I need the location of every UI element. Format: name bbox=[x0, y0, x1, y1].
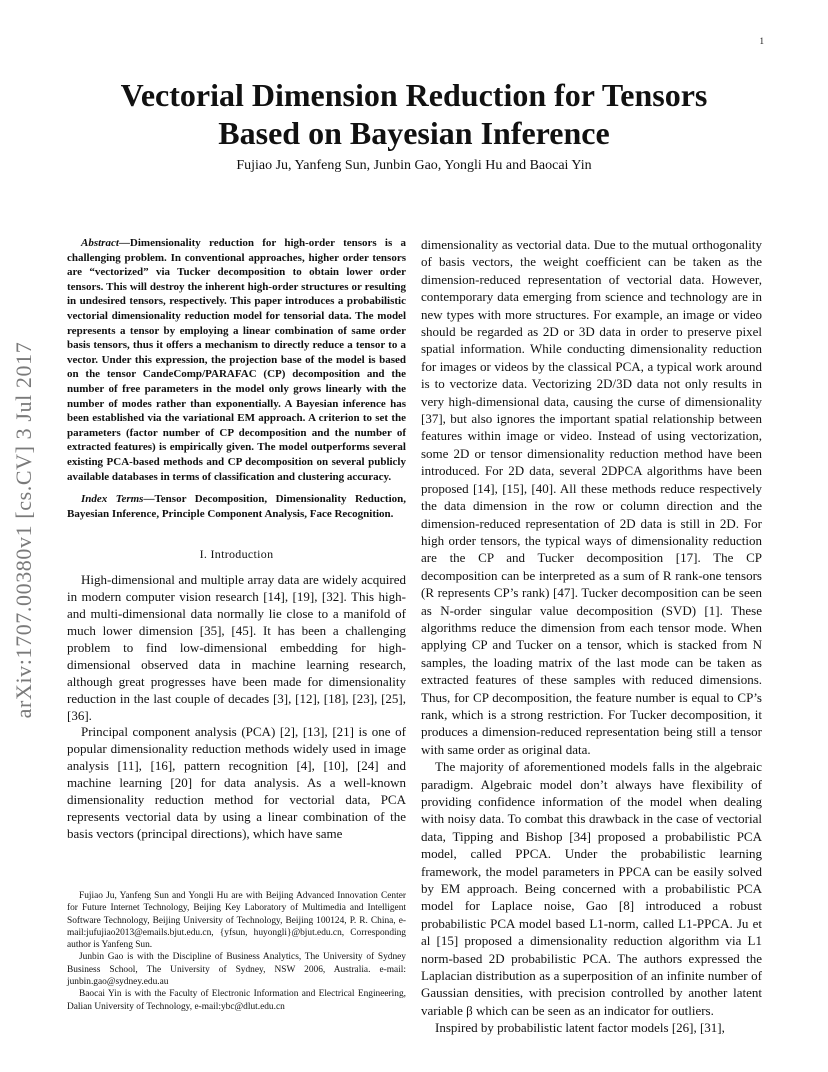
right-paragraph-2: The majority of aforementioned models falls in the algebraic paradigm. Algebraic model don’t always have flexibility of providing confidence information of the model when dealing with noisy data. To combat this drawback in the case of vectorial data, Tipping and Bishop [34] proposed a probabilistic PCA model, called PPCA. Under the probabilistic learning framework, the model parameters in PPCA can be easily solved by EM approach. Being concerned with a probabilistic PCA model for Laplace noise, Gao [8] introduced a robust probabilistic PCA model based L1-norm, called L1-PPCA. Ju et al [15] proposed a dimensionality reduction algorithm via L1 norm-based 2D probabilistic PCA. The authors expressed the Laplacian distribution as a superposition of an infinite number of Gaussian densities, with precision controlled by another latent variable β which can be seen as an indicator for outliers. bbox=[421, 759, 762, 1018]
abstract-text: —Dimensionality reduction for high-order tensors is a challenging problem. In conventional approaches, higher order tensors are “vectorized” via Tucker decomposition to obtain lower order tensors. This will destroy the inherent high-order structures or resulting in undesired tensors, respectively. This paper introduces a probabilistic vectorial dimensionality reduction model for tensorial data. The model represents a tensor by employing a linear combination of same order basis tensors, thus it offers a mechanism to directly reduce a tensor to a vector. Under this expression, the projection base of the model is based on the tensor CandeComp/PARAFAC (CP) decomposition and the number of free parameters in the model only grows linearly with the number of modes rather than exponentially. A Bayesian inference has been established via the variational EM approach. A criterion to set the parameters (factor number of CP decomposition and the number of extracted features) is empirically given. The model outperforms several existing PCA-based methods and CP decomposition on several publicly available databases in terms of classification and clustering accuracy. bbox=[67, 237, 406, 483]
abstract-label: Abstract bbox=[81, 237, 119, 249]
intro-paragraph-1: High-dimensional and multiple array data are widely acquired in modern computer vision research [14], [19], [32]. This high- and multi-dimensional data normally lie close to a manifold of much lower dimension [35], [45]. It has been a challenging problem to find low-dimensional embedding for high-dimensional observed data in machine learning research, although great progresses have been made for dimensionality reduction in the last couple of decades [3], [12], [18], [23], [25], [36]. bbox=[67, 572, 406, 723]
abstract bbox=[67, 236, 406, 484]
index-terms-label: Index Terms bbox=[81, 493, 144, 506]
right-paragraph-3: Inspired by probabilistic latent factor models [26], [31], bbox=[435, 1020, 725, 1036]
arxiv-stamp-text: arXiv:1707.00380v1 [cs.CV] 3 Jul 2017 bbox=[11, 341, 36, 719]
paper-title-line-1: Vectorial Dimension Reduction for Tensors bbox=[120, 77, 708, 113]
arxiv-stamp bbox=[4, 300, 44, 760]
footnotes bbox=[67, 890, 406, 1013]
page-number: 1 bbox=[759, 36, 764, 46]
index-terms bbox=[67, 492, 406, 521]
footnote-affiliation-2: Junbin Gao is with the Discipline of Business Analytics, The University of Sydney Business School, The University of Sydney, NSW 2006, Australia. e-mail: junbin.gao@sydney.edu.au bbox=[67, 952, 406, 988]
index-terms-text: —Tensor Decomposition, Dimensionality Reduction, Bayesian Inference, Principle Component Analysis, Face Recognition. bbox=[67, 493, 406, 520]
left-column bbox=[67, 236, 406, 843]
authors: Fujiao Ju, Yanfeng Sun, Junbin Gao, Yongli Hu and Baocai Yin bbox=[236, 158, 592, 173]
right-paragraph-1: dimensionality as vectorial data. Due to the mutual orthogonality of basis vectors, the weight coefficient can be taken as the dimension-reduced representation of vectorial data. However, contemporary data emerging from science and technology are in new types with more structures. For example, an image or video should be regarded as 2D or 3D data in order to preserve pixel spatial information. While conducting dimensionality reduction for images or videos by the classical PCA, a typical work around is to vectorize data. Vectorizing 2D/3D data not only results in very high-dimensional data, causing the curse of dimensionality [37], but also ignores the important spatial relationship between features within image or video. Instead of using vectorization, some 2D or tensor dimensionality reduction method have been introduced. For 2D data, several 2DPCA algorithms have been proposed [14], [15], [40]. All these methods reduce respectively the data dimension in the row or column direction and the dimension-reduced representation of 2D data is still in 2D. For high order tensors, the typical ways of dimensionality reduction are the CP and Tucker decomposition [17]. The CP decomposition can be interpreted as a sum of R rank-one tensors (R represents CP’s rank) [47]. Tucker decomposition can be seen as N-order singular value decomposition (SVD) [1]. These algorithms reduce the dimension from each tensor mode. When applying CP and Tucker on a tensor, which is stacked from N samples, the loading matrix of the last mode can be taken as extracted features of these samples with reduced dimensions. Thus, for CP decomposition, the feature number is equal to CP’s rank, which is a strong restriction. For Tucker decomposition, it produces a dimension-reduced representation being still a tensor with same order as original data. bbox=[421, 237, 762, 757]
right-column bbox=[421, 236, 762, 1037]
intro-paragraph-2: Principal component analysis (PCA) [2], [13], [21] is one of popular dimensionality reduction methods widely used in image analysis [11], [16], pattern recognition [4], [10], [24] and machine learning [20] for data analysis. As a well-known dimensionality reduction method for vectorial data, PCA represents vectorial data by using a linear combination of the basis vectors (principal directions), which have same bbox=[67, 724, 406, 841]
footnote-affiliation-1: Fujiao Ju, Yanfeng Sun and Yongli Hu are with Beijing Advanced Innovation Center for Future Internet Technology, Beijing Key Laboratory of Multimedia and Intelligent Software Technology, Beijing University of Technology, Beijing 100124, P. R. China, e-mail:jufujiao2013@emails.bjut.edu.cn, {yfsun, huyongli}@bjut.edu.cn, Corresponding author is Yanfeng Sun. bbox=[67, 891, 406, 951]
paper-title-line-2: Based on Bayesian Inference bbox=[218, 115, 610, 151]
footnote-affiliation-3: Baocai Yin is with the Faculty of Electronic Information and Electrical Engineering, Dalian University of Technology, e-mail:ybc@dlut.edu.cn bbox=[67, 989, 406, 1012]
section-heading: I. Introduction bbox=[199, 547, 274, 562]
paper-title bbox=[60, 76, 768, 152]
